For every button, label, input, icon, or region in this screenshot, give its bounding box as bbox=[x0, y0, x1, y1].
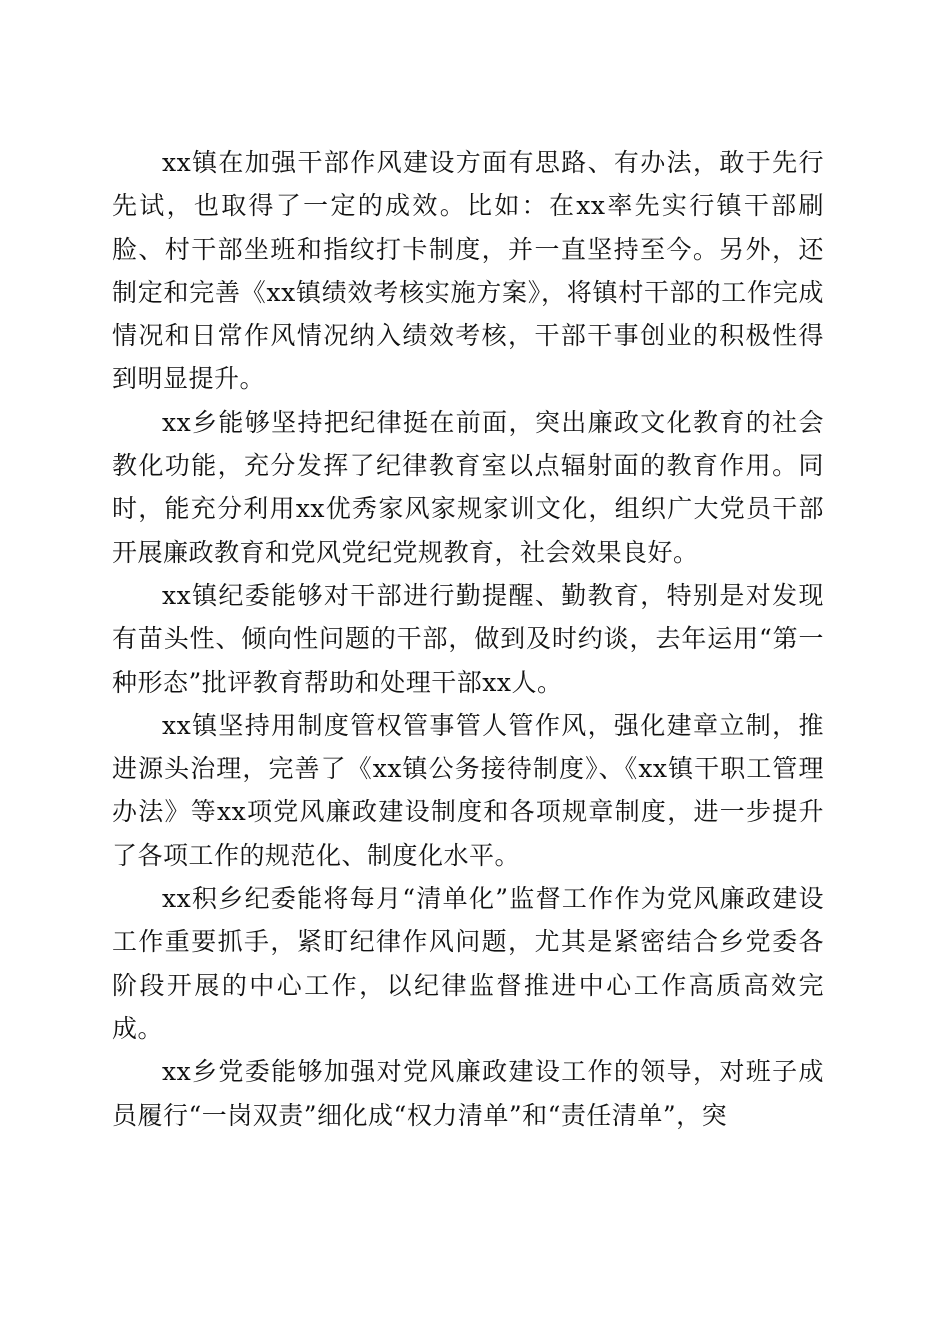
paragraph-township-checklist-supervision: xx积乡纪委能将每月“清单化”监督工作作为党风廉政建设工作重要抓手，紧盯纪律作风问题，尤其是紧密结合乡党委各阶段开展的中心工作，以纪律监督推进中心工作高质高效完成。 bbox=[112, 884, 824, 1043]
paragraph-town-institutions: xx镇坚持用制度管权管事管人管作风，强化建章立制，推进源头治理，完善了《xx镇公务接待制度》、《xx镇干职工管理办法》等xx项党风廉政建设制度和各项规章制度，进一步提升了各项工作的规范化、制度化水平。 bbox=[112, 710, 824, 870]
paragraph-township-party-committee: xx乡党委能够加强对党风廉政建设工作的领导，对班子成员履行“一岗双责”细化成“权力清单”和“责任清单”，突 bbox=[112, 1057, 824, 1130]
paragraph-town-commission-reminders: xx镇纪委能够对干部进行勤提醒、勤教育，特别是对发现有苗头性、倾向性问题的干部，做到及时约谈，去年运用“第一种形态”批评教育帮助和处理干部xx人。 bbox=[112, 580, 824, 697]
paragraph-township-discipline-education: xx乡能够坚持把纪律挺在前面，突出廉政文化教育的社会教化功能，充分发挥了纪律教育室以点辐射面的教育作用。同时，能充分利用xx优秀家风家规家训文化，组织广大党员干部开展廉政教育和党风党纪党规教育，社会效果良好。 bbox=[112, 407, 824, 567]
paragraph-town-work-style: xx镇在加强干部作风建设方面有思路、有办法，敢于先行先试，也取得了一定的成效。比如：在xx率先实行镇干部刷脸、村干部坐班和指纹打卡制度，并一直坚持至今。另外，还制定和完善《xx镇绩效考核实施方案》，将镇村干部的工作完成情况和日常作风情况纳入绩效考核，干部干事创业的积极性得到明显提升。 bbox=[112, 148, 824, 394]
document-body bbox=[112, 141, 824, 1137]
